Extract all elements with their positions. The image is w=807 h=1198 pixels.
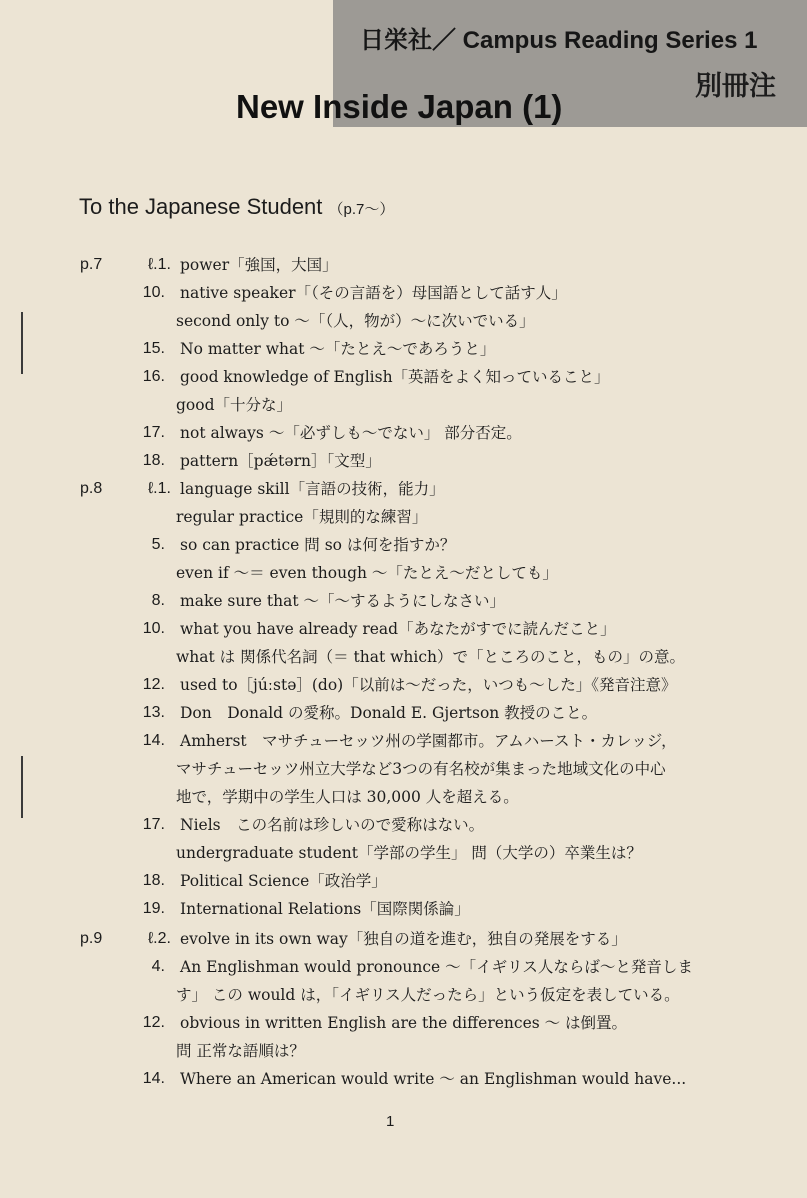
line-number: 17. [142, 424, 165, 441]
note-line [0, 895, 807, 923]
note-text: what you have already read「あなたがすでに読んだこと」 [180, 620, 616, 638]
line-number: 14. [142, 1070, 165, 1087]
note-line [0, 419, 807, 447]
page-ref: p.8 [80, 480, 103, 497]
line-ref: ℓ.1. [148, 480, 171, 497]
note-line [0, 587, 807, 615]
note-text: evolve in its own way「独自の道を進む，独自の発展をする」 [180, 930, 627, 948]
note-text: Amherst マサチューセッツ州の学園都市。アムハースト・カレッジ， [180, 732, 677, 750]
line-number: 17. [142, 816, 165, 833]
note-text: good「十分な」 [176, 396, 293, 414]
note-text: pattern［pǽtərn］「文型」 [180, 452, 381, 470]
note-text: International Relations「国際関係論」 [180, 900, 470, 918]
line-number: 14. [142, 732, 165, 749]
note-line [0, 1065, 807, 1093]
line-number: 5. [151, 536, 165, 553]
note-text: make sure that 〜「〜するようにしなさい」 [180, 592, 505, 610]
line-number: 12. [142, 1014, 165, 1031]
page-title: New Inside Japan (1) [236, 88, 563, 125]
line-ref: ℓ.1. [148, 256, 171, 273]
line-ref: ℓ.2. [148, 930, 171, 947]
note-text: 地で，学期中の学生人口は 30,000 人を超える。 [176, 788, 519, 806]
note-text: undergraduate student「学部の学生」 問（大学の）卒業生は？ [176, 844, 642, 862]
note-line [0, 503, 807, 531]
note-line [0, 839, 807, 867]
note-line [0, 755, 807, 783]
note-text: No matter what 〜「たとえ〜であろうと」 [180, 340, 496, 358]
note-text: Political Science「政治学」 [180, 872, 387, 890]
note-text: Niels この名前は珍しいので愛称はない。 [180, 816, 485, 834]
note-text: Where an American would write 〜 an Englishman would have... [180, 1070, 687, 1088]
note-line [0, 925, 807, 953]
note-line [0, 531, 807, 559]
note-text: what は 関係代名詞（＝ that which）で「ところのこと，もの」の意。 [176, 648, 685, 666]
line-number: 12. [142, 676, 165, 693]
note-text: used to［júːstə］(do)「以前は〜だった，いつも〜した」《発音注意》 [180, 676, 677, 694]
note-line [0, 559, 807, 587]
note-line [0, 1009, 807, 1037]
line-number: 8. [151, 592, 165, 609]
note-line [0, 363, 807, 391]
section-heading-text: To the Japanese Student [79, 194, 323, 219]
page-ref: p.7 [80, 256, 103, 273]
line-number: 16. [142, 368, 165, 385]
line-number: 10. [142, 620, 165, 637]
note-line [0, 251, 807, 279]
section-page-ref: （p.7〜） [328, 201, 395, 218]
section-heading [79, 194, 394, 220]
note-text: An Englishman would pronounce 〜「イギリス人ならば〜と発音しま [180, 958, 693, 976]
note-text: マサチューセッツ州立大学など3つの有名校が集まった地域文化の中心 [176, 760, 666, 778]
note-text: good knowledge of English「英語をよく知っていること」 [180, 368, 610, 386]
note-line [0, 783, 807, 811]
note-line [0, 867, 807, 895]
note-line [0, 391, 807, 419]
note-text: so can practice 問 so は何を指すか？ [180, 536, 456, 554]
note-line [0, 475, 807, 503]
note-line [0, 671, 807, 699]
note-line [0, 699, 807, 727]
note-line [0, 447, 807, 475]
note-line [0, 615, 807, 643]
note-text: even if 〜＝ even though 〜「たとえ〜だとしても」 [176, 564, 558, 582]
note-text: Don Donald の愛称。Donald E. Gjertson 教授のこと。 [180, 704, 598, 722]
note-line [0, 727, 807, 755]
page-ref: p.9 [80, 930, 103, 947]
note-text: language skill「言語の技術，能力」 [180, 480, 445, 498]
series-title: 日栄社／ Campus Reading Series 1 [360, 27, 758, 54]
note-text: obvious in written English are the differences 〜 は倒置。 [180, 1014, 628, 1032]
note-text: す」 この would は，「イギリス人だったら」という仮定を表している。 [176, 986, 680, 1004]
supplement-label: 別冊注 [695, 71, 776, 102]
note-line [0, 335, 807, 363]
note-line [0, 279, 807, 307]
page-number: 1 [386, 1113, 395, 1130]
note-text: not always 〜「必ずしも〜でない」 部分否定。 [180, 424, 522, 442]
line-number: 18. [142, 452, 165, 469]
note-text: second only to 〜「（人，物が）〜に次いでいる」 [176, 312, 535, 330]
line-number: 15. [142, 340, 165, 357]
note-text: regular practice「規則的な練習」 [176, 508, 428, 526]
line-number: 10. [142, 284, 165, 301]
note-line [0, 811, 807, 839]
note-line [0, 307, 807, 335]
note-line [0, 981, 807, 1009]
note-line [0, 643, 807, 671]
line-number: 18. [142, 872, 165, 889]
line-number: 13. [142, 704, 165, 721]
note-text: native speaker「（その言語を）母国語として話す人」 [180, 284, 567, 302]
line-number: 19. [142, 900, 165, 917]
note-line [0, 1037, 807, 1065]
note-line [0, 953, 807, 981]
note-text: power「強国，大国」 [180, 256, 338, 274]
note-text: 問 正常な語順は？ [176, 1042, 305, 1060]
line-number: 4. [151, 958, 165, 975]
